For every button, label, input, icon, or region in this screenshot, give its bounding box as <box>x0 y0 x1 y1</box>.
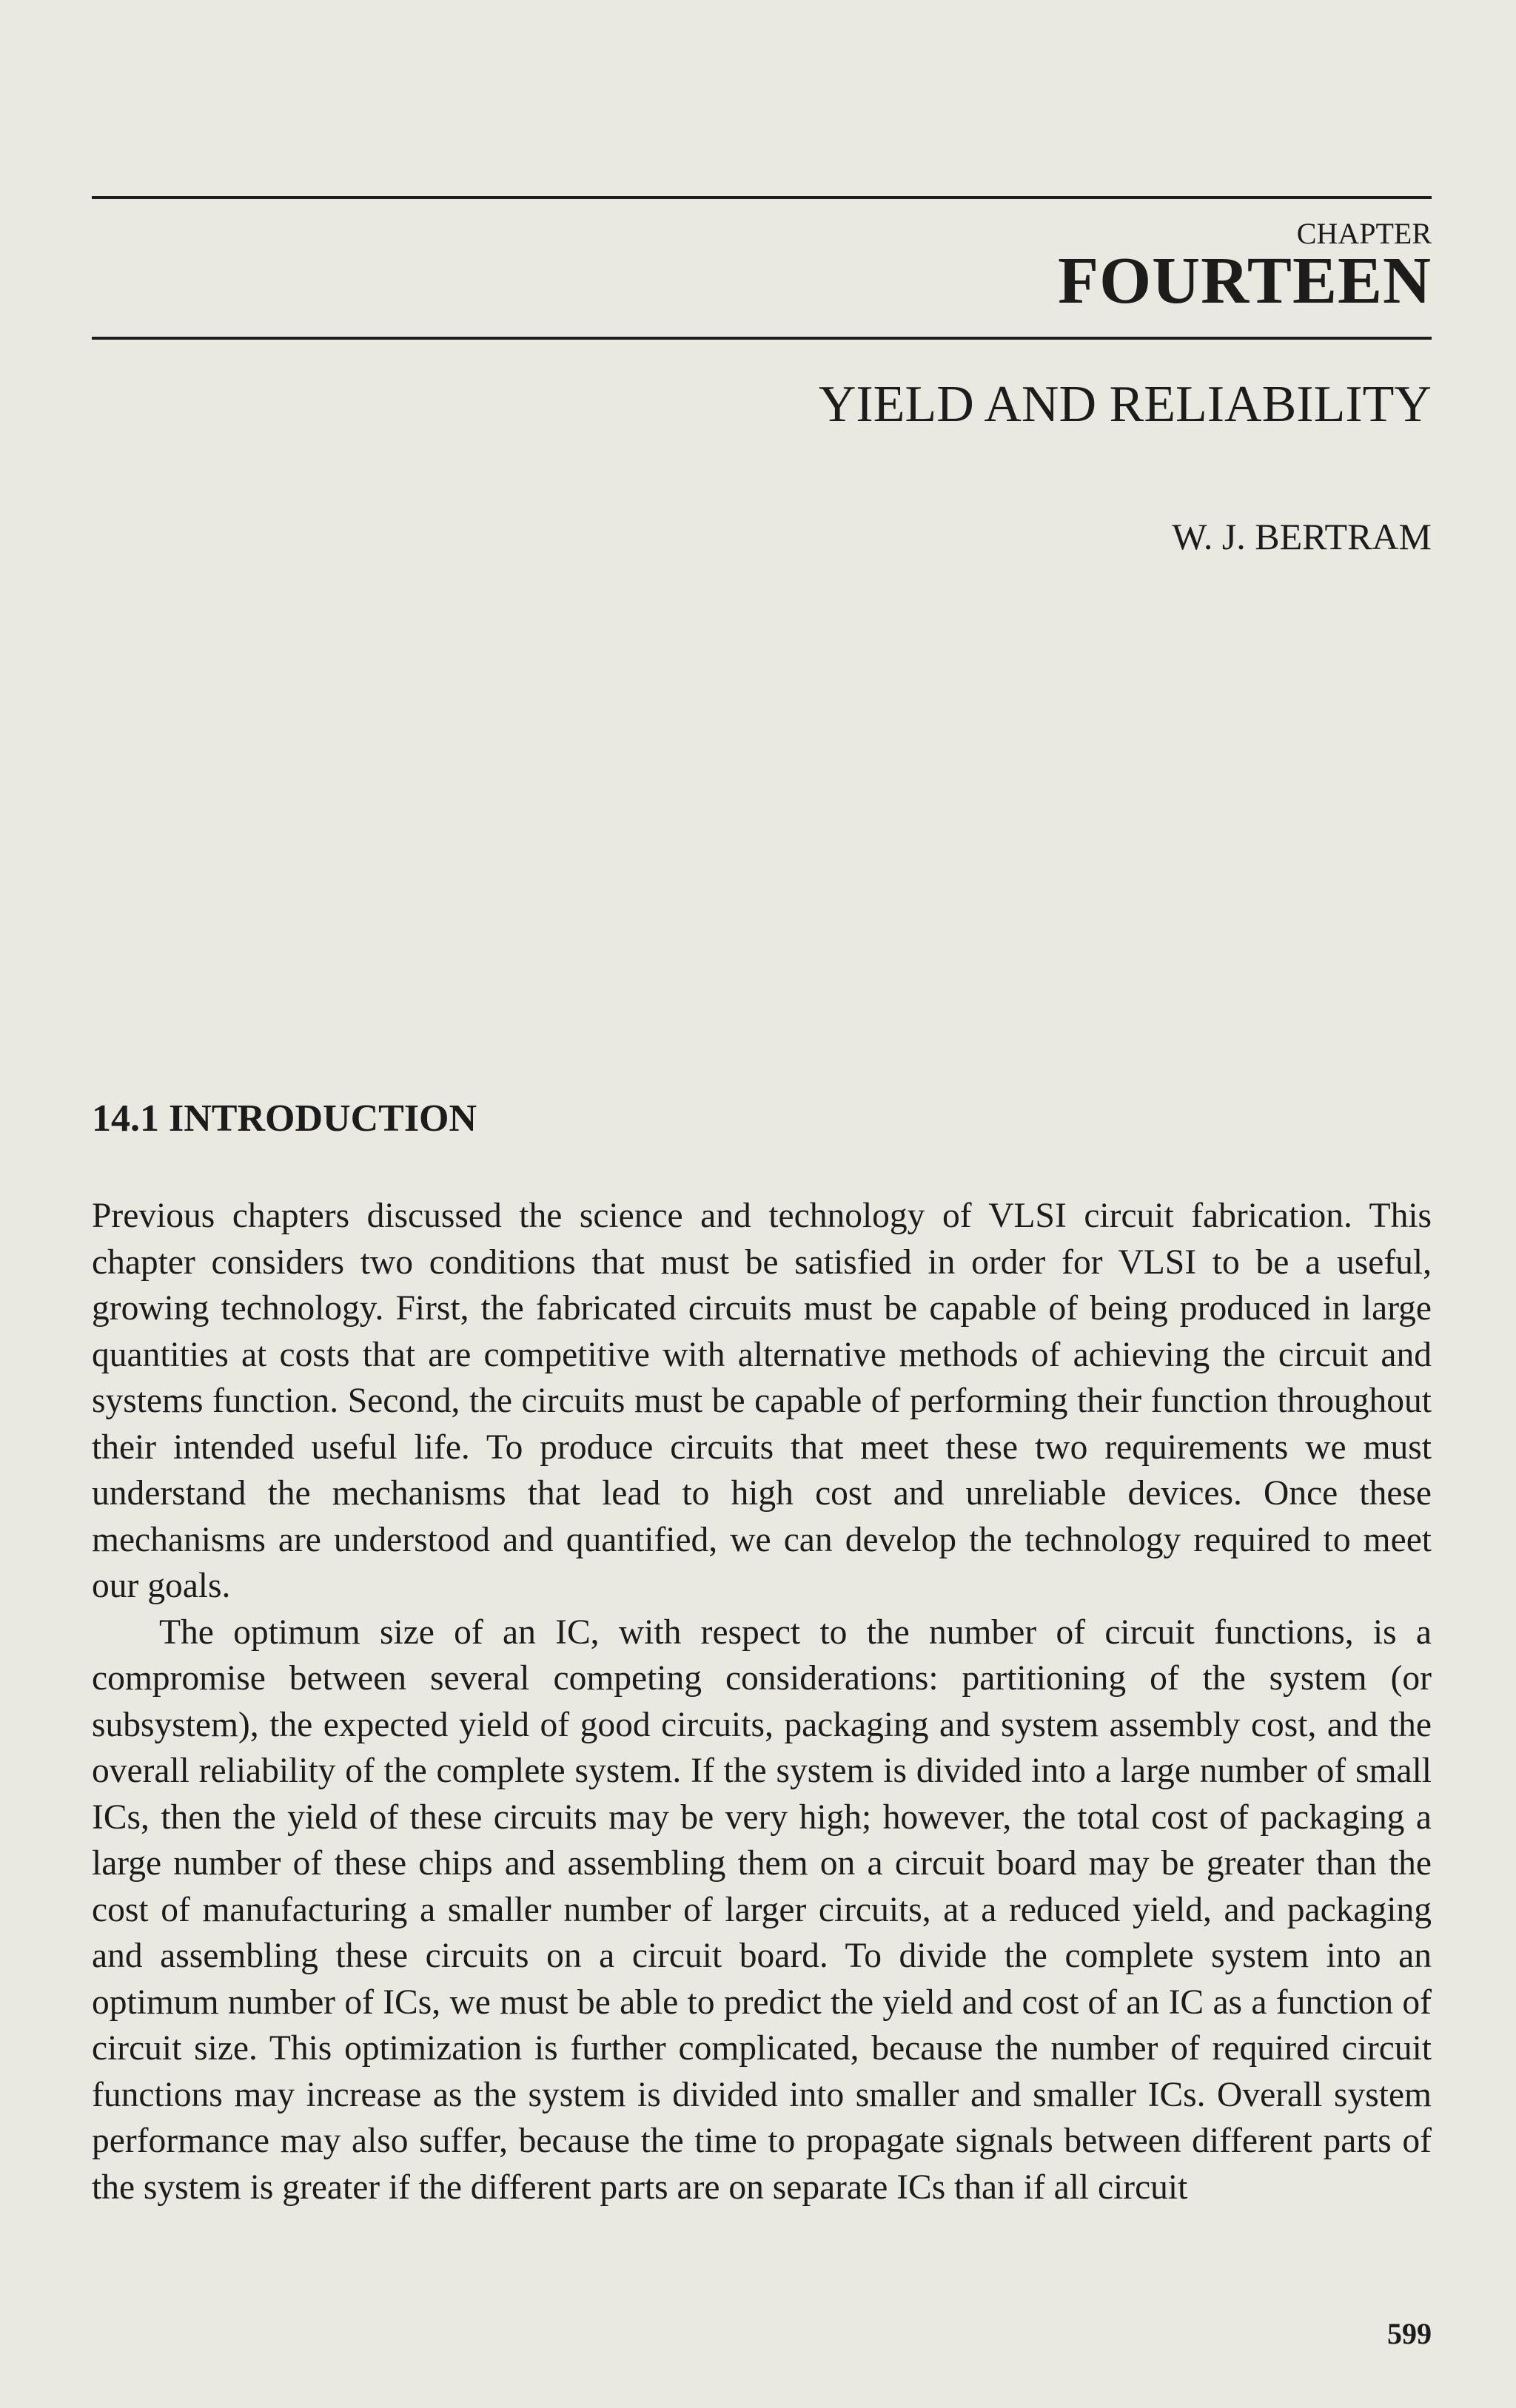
page-number: 599 <box>1387 2317 1432 2350</box>
bottom-rule <box>92 337 1432 340</box>
chapter-number: FOURTEEN <box>1058 244 1432 317</box>
paragraph-1: Previous chapters discussed the science and technology of VLSI circuit fabrication. This chapter considers two conditions that must be satisfied in order for VLSI to be a useful, growing technology. First, the fabricated circuits must be capable of being produced in large quantities at costs that are competitive with alternative methods of achieving the circuit and systems function. Second, the circuits must be capable of performing their function throughout their intended useful life. To produce circuits that meet these two requirements we must understand the mechanisms that lead to high cost and unreliable devices. Once these mechanisms are understood and quantified, we can develop the technology required to meet our goals. <box>92 1197 1432 1605</box>
paragraph-2: The optimum size of an IC, with respect to the number of circuit functions, is a compromise between several competing considerations: partitioning of the system (or subsystem), the expected yield of good circuits, packaging and system assembly cost, and the overall reliability of the complete system. If the system is divided into a large number of small ICs, then the yield of these circuits may be very high; however, the total cost of packaging a large number of these chips and assembling them on a circuit board may be greater than the cost of manufacturing a smaller number of larger circuits, at a reduced yield, and packaging and assembling these circuits on a circuit board. To divide the complete system into an optimum number of ICs, we must be able to predict the yield and cost of an IC as a function of circuit size. This optimization is further complicated, because the number of required circuit functions may increase as the system is divided into smaller and smaller ICs. Overall system performance may also suffer, because the time to propagate signals between different parts of the system is greater if the different parts are on separate ICs than if all circuit <box>92 1612 1432 2207</box>
chapter-title: YIELD AND RELIABILITY <box>818 376 1432 433</box>
chapter-label: CHAPTER <box>1296 217 1432 250</box>
body-text <box>92 1193 1432 2210</box>
section-heading: 14.1 INTRODUCTION <box>92 1097 477 1140</box>
chapter-author: W. J. BERTRAM <box>1172 516 1432 557</box>
top-rule <box>92 196 1432 199</box>
